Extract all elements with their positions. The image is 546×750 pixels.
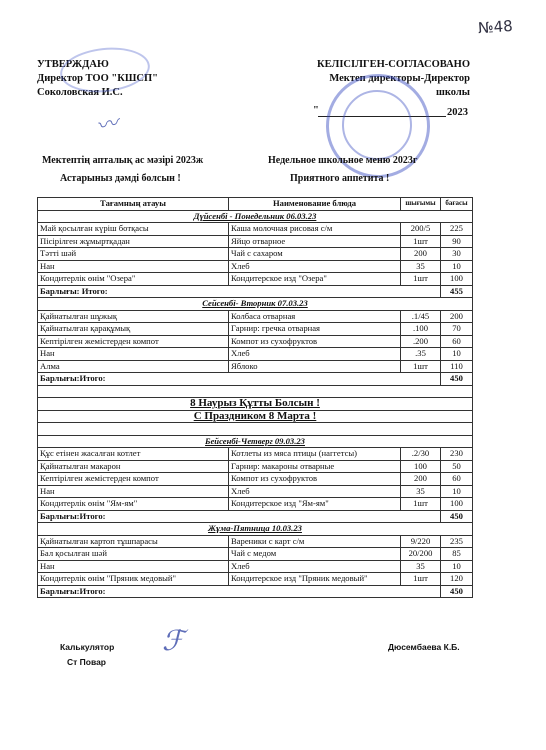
price: 120 <box>441 573 473 586</box>
price: 50 <box>441 460 473 473</box>
dish-kz: Қайнатылған картоп тұшпарасы <box>38 535 229 548</box>
dish-kz: Пісірілген жұмыртқадан <box>38 235 229 248</box>
dish-ru: Колбаса отварная <box>229 310 401 323</box>
yield: 20/200 <box>401 548 441 561</box>
holiday-row-kz <box>38 398 473 411</box>
day-title: Сейсенбі- Вторник 07.03.23 <box>38 298 473 311</box>
spacer-row <box>38 423 473 436</box>
spacer-row <box>38 385 473 398</box>
dish-kz: Кондитерлік өнім "Пряник медовый" <box>38 573 229 586</box>
ru-wish: Приятного аппетита ! <box>290 173 390 184</box>
total-label: Барлығы:Итого: <box>38 373 441 386</box>
total-label: Барлығы: Итого: <box>38 285 441 298</box>
table-row <box>38 223 473 236</box>
dish-kz: Құс етінен жасалған котлет <box>38 448 229 461</box>
total-label: Барлығы:Итого: <box>38 510 441 523</box>
header-dish-kz: Тағамның атауы <box>38 198 229 211</box>
agreement-position: Мектеп директоры-Директор школы <box>329 73 470 98</box>
dish-kz: Май қосылған күріш ботқасы <box>38 223 229 236</box>
dish-ru: Хлеб <box>229 260 401 273</box>
price: 10 <box>441 485 473 498</box>
yield: 1шт <box>401 498 441 511</box>
header-dish-ru: Наименование блюда <box>229 198 401 211</box>
total-row <box>38 510 473 523</box>
total-value: 450 <box>441 585 473 598</box>
dish-ru: Котлеты из мяса птицы (наггетсы) <box>229 448 401 461</box>
price: 90 <box>441 235 473 248</box>
price: 30 <box>441 248 473 261</box>
price: 70 <box>441 323 473 336</box>
yield: .1/45 <box>401 310 441 323</box>
dish-ru: Компот из сухофруктов <box>229 473 401 486</box>
table-row <box>38 460 473 473</box>
yield: 1шт <box>401 360 441 373</box>
day-title: Бейсенбі-Четверг 09.03.23 <box>38 435 473 448</box>
price: 60 <box>441 335 473 348</box>
yield: .100 <box>401 323 441 336</box>
yield: 200 <box>401 473 441 486</box>
kz-menu-title: Мектептің апталық ас мәзірі 2023ж <box>42 155 204 166</box>
dish-ru: Кондитерское изд "Пряник медовый" <box>229 573 401 586</box>
day-row-friday <box>38 523 473 536</box>
holiday-greeting-ru: С Праздником 8 Марта ! <box>38 410 473 423</box>
dish-kz: Қайнатылған қарақұмық <box>38 323 229 336</box>
yield: 100 <box>401 460 441 473</box>
handwritten-number: №48 <box>477 16 514 38</box>
table-row <box>38 348 473 361</box>
dish-ru: Компот из сухофруктов <box>229 335 401 348</box>
holiday-greeting-kz: 8 Наурыз Құтты Болсын ! <box>38 398 473 411</box>
agreement-date-quote: " <box>313 105 319 116</box>
table-row <box>38 360 473 373</box>
total-row <box>38 285 473 298</box>
table-row <box>38 335 473 348</box>
menu-table <box>37 197 473 598</box>
dish-ru: Хлеб <box>229 348 401 361</box>
price: 100 <box>441 273 473 286</box>
table-row <box>38 323 473 336</box>
dish-kz: Кондитерлік өнім "Озера" <box>38 273 229 286</box>
price: 110 <box>441 360 473 373</box>
total-label: Барлығы:Итого: <box>38 585 441 598</box>
total-value: 455 <box>441 285 473 298</box>
table-row <box>38 448 473 461</box>
price: 225 <box>441 223 473 236</box>
price: 235 <box>441 535 473 548</box>
holiday-row-ru <box>38 410 473 423</box>
total-value: 450 <box>441 373 473 386</box>
yield: .35 <box>401 348 441 361</box>
dish-ru: Чай с медом <box>229 548 401 561</box>
table-row <box>38 560 473 573</box>
dish-ru: Кондитерское изд "Ям-ям" <box>229 498 401 511</box>
price: 10 <box>441 260 473 273</box>
price: 60 <box>441 473 473 486</box>
dish-kz: Кептірілген жемістерден компот <box>38 473 229 486</box>
dish-kz: Нан <box>38 485 229 498</box>
yield: 200/5 <box>401 223 441 236</box>
yield: 35 <box>401 560 441 573</box>
ru-menu-title: Недельное школьное меню 2023г <box>268 155 418 166</box>
header-price: бағасы <box>441 198 473 211</box>
kz-wish: Астарыныз дәмді болсын ! <box>60 173 181 184</box>
table-row <box>38 473 473 486</box>
calculator-signature: ℱ <box>162 624 185 657</box>
price: 10 <box>441 560 473 573</box>
table-header-row <box>38 198 473 211</box>
calculator-name: Дюсембаева К.Б. <box>388 642 460 652</box>
dish-ru: Гарнир: макароны отварные <box>229 460 401 473</box>
agreement-title: КЕЛІСІЛГЕН-СОГЛАСОВАНО <box>317 59 470 70</box>
table-row <box>38 260 473 273</box>
yield: 1шт <box>401 573 441 586</box>
table-row <box>38 235 473 248</box>
dish-ru: Вареники с карт с/м <box>229 535 401 548</box>
price: 230 <box>441 448 473 461</box>
day-row-monday <box>38 210 473 223</box>
table-row <box>38 548 473 561</box>
yield: 35 <box>401 260 441 273</box>
approval-position: Директор ТОО "КШСП" <box>37 73 158 84</box>
dish-kz: Кептірілген жемістерден компот <box>38 335 229 348</box>
dish-kz: Нан <box>38 348 229 361</box>
total-row <box>38 373 473 386</box>
price: 200 <box>441 310 473 323</box>
dish-ru: Яблоко <box>229 360 401 373</box>
dish-ru: Кондитерское изд "Озера" <box>229 273 401 286</box>
dish-kz: Нан <box>38 260 229 273</box>
dish-kz: Алма <box>38 360 229 373</box>
yield: .200 <box>401 335 441 348</box>
calculator-label: Калькулятор <box>60 642 115 652</box>
table-row <box>38 310 473 323</box>
dish-ru: Гарнир: гречка отварная <box>229 323 401 336</box>
yield: .2/30 <box>401 448 441 461</box>
chef-label: Ст Повар <box>67 657 106 667</box>
yield: 1шт <box>401 273 441 286</box>
dish-ru: Каша молочная рисовая с/м <box>229 223 401 236</box>
table-row <box>38 573 473 586</box>
table-row <box>38 273 473 286</box>
day-title: Жұма-Пятница 10.03.23 <box>38 523 473 536</box>
price: 100 <box>441 498 473 511</box>
dish-ru: Чай с сахаром <box>229 248 401 261</box>
price: 10 <box>441 348 473 361</box>
yield: 200 <box>401 248 441 261</box>
school-seal-inner <box>342 90 412 160</box>
dish-kz: Кондитерлік өнім "Ям-ям" <box>38 498 229 511</box>
approval-name: Соколовская И.С. <box>37 87 123 98</box>
dish-kz: Қайнатылған макарон <box>38 460 229 473</box>
price: 85 <box>441 548 473 561</box>
dish-ru: Хлеб <box>229 485 401 498</box>
total-value: 450 <box>441 510 473 523</box>
dish-kz: Бал қосылған шәй <box>38 548 229 561</box>
total-row <box>38 585 473 598</box>
dish-ru: Хлеб <box>229 560 401 573</box>
day-row-thursday <box>38 435 473 448</box>
approval-signature: 〰 <box>94 110 121 140</box>
approval-title: УТВЕРЖДАЮ <box>37 59 109 70</box>
dish-ru: Яйцо отварное <box>229 235 401 248</box>
table-row <box>38 248 473 261</box>
agreement-date-year: 2023 <box>447 107 468 118</box>
dish-kz: Тәтті шәй <box>38 248 229 261</box>
header-yield: шығымы <box>401 198 441 211</box>
dish-kz: Қайнатылған шұжық <box>38 310 229 323</box>
day-row-tuesday <box>38 298 473 311</box>
table-row <box>38 498 473 511</box>
table-row <box>38 535 473 548</box>
table-row <box>38 485 473 498</box>
yield: 9/220 <box>401 535 441 548</box>
day-title: Дүйсенбі - Понедельник 06.03.23 <box>38 210 473 223</box>
yield: 35 <box>401 485 441 498</box>
yield: 1шт <box>401 235 441 248</box>
dish-kz: Нан <box>38 560 229 573</box>
